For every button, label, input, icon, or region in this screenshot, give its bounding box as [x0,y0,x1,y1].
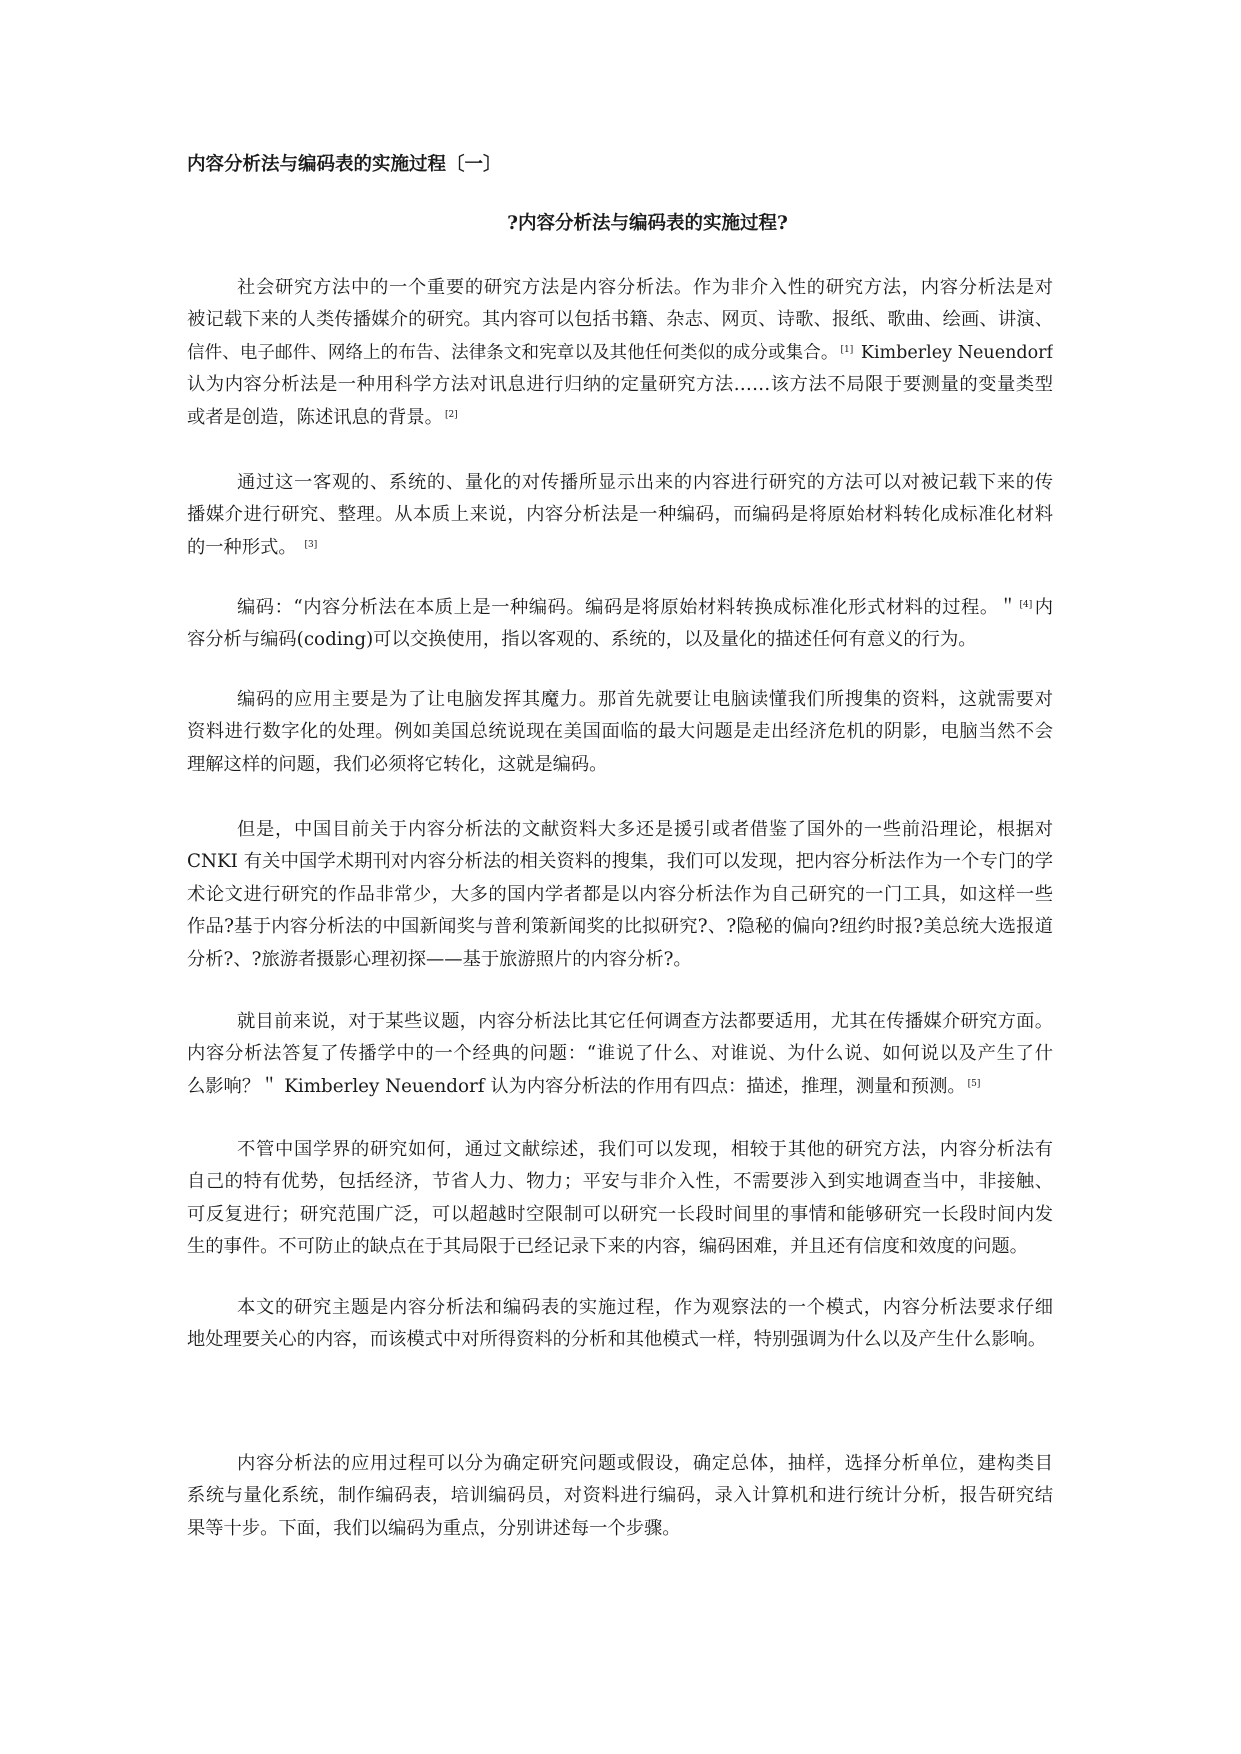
paragraph-line: 社会研究方法中的一个重要的研究方法是内容分析法。作为非介入性的研究方法，内容分析法是对 [237,277,1053,298]
paragraph-line: CNKI 有关中国学术期刊对内容分析法的相关资料的搜集，我们可以发现，把内容分析法作为一个专门的学 [187,851,1053,873]
paragraph-line: 被记载下来的人类传播媒介的研究。其内容可以包括书籍、杂志、网页、诗歌、报纸、歌曲、绘画、讲演、 [187,309,1053,331]
paragraph-8 [187,1292,1053,1357]
paragraph-line: 生的事件。不可防止的缺点在于其局限于已经记录下来的内容，编码困难，并且还有信度和效度的问题。 [187,1236,1028,1258]
paragraph-2 [187,467,1053,564]
paragraph-line: 容分析与编码(coding)可以交换使用，指以客观的、系统的，以及量化的描述任何有意义的行为。 [187,629,977,651]
paragraph-line: 内容分析法答复了传播学中的一个经典的问题：“谁说了什么、对谁说、为什么说、如何说以及产生了什 [187,1043,1053,1065]
footnote-marker: [1] [840,344,854,355]
paragraph-line: 编码的应用主要是为了让电脑发挥其魔力。那首先就要让电脑读懂我们所搜集的资料，这就需要对 [237,689,1053,710]
paragraph-9 [187,1448,1053,1545]
paragraph-line: 理解这样的问题，我们必须将它转化，这就是编码。 [187,753,608,775]
paragraph-line: 自己的特有优势，包括经济，节省人力、物力；平安与非介入性，不需要涉入到实地调查当中，非接触、 [187,1171,1053,1193]
paragraph-5 [187,814,1053,976]
paragraph-line [187,592,1053,624]
paragraph-line: 术论文进行研究的作品非常少，大多的国内学者都是以内容分析法作为自己研究的一门工具，如这样一些 [187,883,1053,905]
line-text: 编码：“内容分析法在本质上是一种编码。编码是将原始材料转换成标准化形式材料的过程。＂ [237,597,1018,618]
paragraph-line: 系统与量化系统，制作编码表，培训编码员，对资料进行编码，录入计算机和进行统计分析，报告研究结 [187,1485,1053,1507]
paragraph-line: 内容分析法的应用过程可以分为确定研究问题或假设，确定总体，抽样，选择分析单位，建构类目 [237,1453,1053,1474]
paragraph-line: 果等十步。下面，我们以编码为重点，分别讲述每一个步骤。 [187,1517,681,1539]
line-text: Kimberley Neuendorf [855,342,1053,363]
paragraph-line: 地处理要关心的内容，而该模式中对所得资料的分析和其他模式一样，特别强调为什么以及产生什么影响。 [187,1329,1047,1351]
footnote-marker: [3] [304,539,318,550]
paragraph-line: 就目前来说，对于某些议题，内容分析法比其它任何调查方法都要适用，尤其在传播媒介研究方面。 [237,1011,1053,1032]
paragraph-1 [187,272,1053,434]
paragraph-line [187,1071,1053,1103]
footnote-marker: [4] [1019,600,1033,610]
paragraph-4 [187,684,1053,781]
paragraph-line: 不管中国学界的研究如何，通过文献综述，我们可以发现，相较于其他的研究方法，内容分析法有 [237,1139,1053,1160]
footnote-marker: [5] [967,1078,981,1089]
paragraph-line [187,532,1053,564]
paragraph-line [187,402,1053,434]
line-text: 内 [1034,597,1053,618]
document-title: 内容分析法与编码表的实施过程〔一〕 [187,154,502,175]
paragraph-line: 本文的研究主题是内容分析法和编码表的实施过程，作为观察法的一个模式，内容分析法要求仔细 [237,1297,1053,1318]
paragraph-line [187,337,1053,369]
paragraph-line: 认为内容分析法是一种用科学方法对讯息进行归纳的定量研究方法……该方法不局限于要测量的变量类型 [187,374,1053,396]
paragraph-line: 作品?基于内容分析法的中国新闻奖与普利策新闻奖的比拟研究?、?隐秘的偏向?纽约时报?美总统大选报道 [187,916,1053,938]
paragraph-line: 通过这一客观的、系统的、量化的对传播所显示出来的内容进行研究的方法可以对被记载下来的传 [237,472,1053,493]
line-text: 信件、电子邮件、网络上的布告、法律条文和宪章以及其他任何类似的成分或集合。 [187,342,839,363]
document-subtitle: ?内容分析法与编码表的实施过程? [507,213,788,234]
paragraph-6 [187,1006,1053,1103]
paragraph-line: 资料进行数字化的处理。例如美国总统说现在美国面临的最大问题是走出经济危机的阴影，电脑当然不会 [187,721,1053,743]
paragraph-line: 可反复进行；研究范围广泛，可以超越时空限制可以研究一长段时间里的事情和能够研究一长段时间内发 [187,1203,1053,1225]
paragraph-line: 分析?、?旅游者摄影心理初探——基于旅游照片的内容分析?。 [187,948,692,970]
paragraph-3 [187,592,1053,657]
line-text: 或者是创造，陈述讯息的背景。 [187,406,443,428]
paragraph-line: 播媒介进行研究、整理。从本质上来说，内容分析法是一种编码，而编码是将原始材料转化成标准化材料 [187,504,1053,526]
line-text: 的一种形式。 [187,536,303,558]
line-text: 么影响？＂ Kimberley Neuendorf 认为内容分析法的作用有四点：描述，推理，测量和预测。 [187,1075,966,1097]
paragraph-7 [187,1134,1053,1264]
paragraph-line: 但是，中国目前关于内容分析法的文献资料大多还是援引或者借鉴了国外的一些前沿理论，根据对 [237,819,1053,840]
footnote-marker: [2] [444,409,458,420]
